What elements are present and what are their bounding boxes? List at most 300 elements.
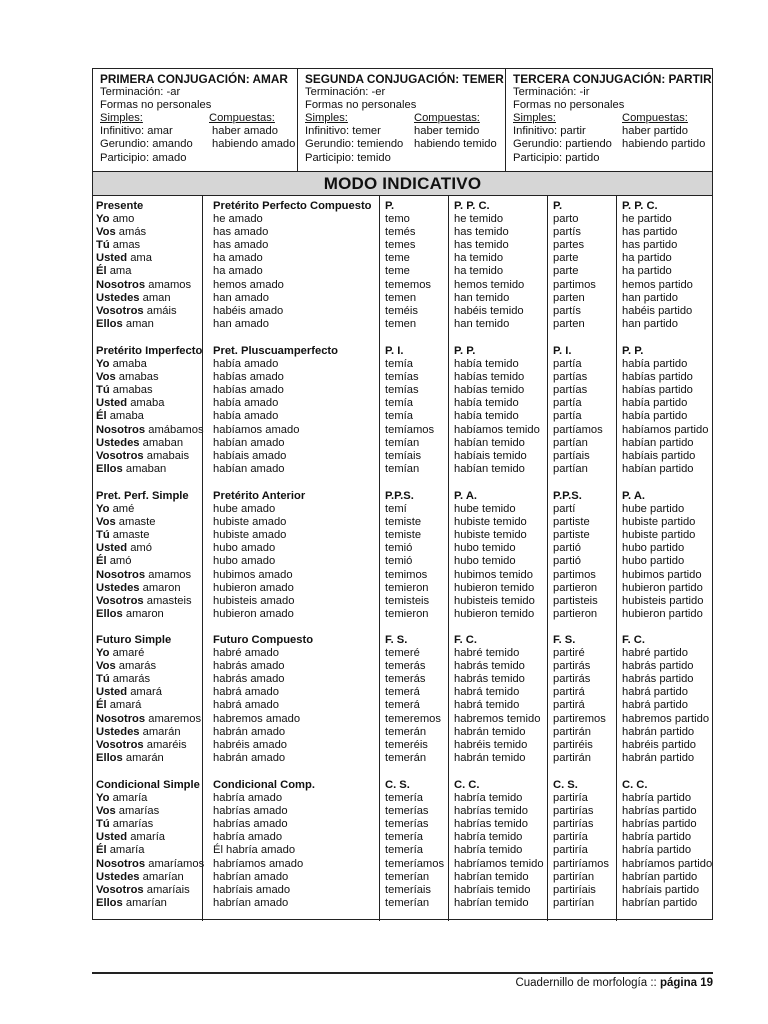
verb-form: teme [385, 265, 410, 278]
verb-form: parto [553, 213, 579, 226]
non-personal-label: Formas no personales [100, 99, 212, 112]
simple-form: Participio: amado [100, 151, 187, 164]
verb-form: temieron [385, 581, 429, 594]
conjugation-line [96, 857, 205, 871]
conjugation-header-row [93, 69, 712, 172]
verb-form: han amado [213, 317, 269, 330]
conjugation-line [96, 699, 202, 712]
verb-form: habrás temido [454, 673, 525, 686]
pronoun: Yo [96, 358, 110, 371]
tense-block [548, 490, 616, 621]
verb-form: has partido [622, 239, 678, 252]
verb-form: hemos partido [622, 278, 693, 291]
pronoun: Él [96, 844, 107, 857]
verb-form: habréis amado [213, 738, 288, 751]
verb-form: partirá [553, 699, 585, 712]
verb-form: partís [553, 304, 581, 317]
conjugation-line [96, 805, 202, 818]
tense-header: F. S. [553, 634, 576, 646]
verb-form: temeríamos [385, 857, 445, 870]
conjugation-line [96, 752, 202, 765]
verb-form: habríais partido [622, 883, 700, 896]
conjugation-line [96, 305, 202, 318]
verb-form: partía [553, 397, 582, 410]
non-personal-label: Formas no personales [513, 99, 625, 112]
tense-block [449, 345, 547, 476]
pronoun: Nosotros [96, 857, 146, 870]
tense-block [449, 779, 547, 910]
tense-header: F. C. [454, 634, 477, 646]
verb-form: partís [553, 226, 581, 239]
verb-form: temerán [385, 725, 427, 738]
verb-form: hubo partido [622, 542, 685, 555]
non-personal-row [100, 152, 297, 165]
conjugation-line [96, 384, 202, 397]
verb-form: habéis amado [213, 304, 284, 317]
verb-form: hubo partido [622, 555, 685, 568]
verb-form: partiremos [553, 712, 606, 725]
pronoun: Él [96, 699, 107, 712]
verb-form: habrías partido [622, 818, 697, 831]
tense-block [548, 200, 616, 331]
non-personal-row [513, 138, 714, 151]
verb-form: hubo amado [213, 555, 276, 568]
verb-form: teme [385, 252, 410, 265]
conjugation-line [96, 542, 202, 555]
verb-form: hubiste partido [622, 516, 696, 529]
simple-forms-label: Simples: [305, 112, 348, 125]
tense-header: P. [553, 200, 563, 212]
verb-form: amarás [112, 673, 151, 686]
conjugation-line [96, 739, 202, 752]
pronoun: Ustedes [96, 436, 140, 449]
verb-form: hube partido [622, 503, 685, 516]
footer-rule [92, 972, 713, 974]
verb-form: habíamos temido [454, 423, 540, 436]
verb-form: hube temido [454, 503, 516, 516]
verb-form: partirías [553, 818, 594, 831]
verb-form: partirás [553, 660, 591, 673]
tense-header: Pretérito Imperfecto [96, 345, 203, 357]
pronoun: Vos [96, 226, 116, 239]
verb-form: habrá amado [213, 699, 279, 712]
verb-form: temí [385, 503, 407, 516]
verb-form: temerás [385, 673, 426, 686]
termination-text: Terminación: -er [305, 86, 386, 99]
verb-form: has amado [213, 239, 269, 252]
verb-form: hubieron partido [622, 607, 703, 620]
verb-form: amaría [109, 844, 145, 857]
verb-form: partirías [553, 805, 594, 818]
verb-form: partió [553, 555, 581, 568]
column-simple-partir [547, 196, 616, 921]
tense-header: P. P. [454, 345, 476, 357]
pronoun: Usted [96, 831, 128, 844]
tense-header: P. A. [622, 490, 646, 502]
pronoun: Ustedes [96, 870, 140, 883]
verb-form: habrán partido [622, 751, 695, 764]
pronoun: Usted [96, 252, 128, 265]
verb-form: amabas [112, 384, 153, 397]
conjugation-line [96, 569, 202, 582]
verb-form: había temido [454, 397, 519, 410]
simple-form: Infinitivo: temer [305, 125, 381, 138]
compound-form: haber amado [212, 125, 278, 138]
conjugation-line [96, 844, 202, 857]
verb-form: amaré [112, 647, 145, 660]
column-compound-partir [616, 196, 714, 921]
non-personal-row [513, 125, 714, 138]
conjugation-line [96, 239, 202, 252]
tense-header: P. A. [454, 490, 478, 502]
tense-block [380, 634, 448, 765]
conjugation-line [96, 871, 202, 884]
verb-form: temíamos [385, 423, 435, 436]
verb-form: parten [553, 291, 585, 304]
tense-header: P. I. [553, 345, 572, 357]
conjugation-line [96, 213, 202, 226]
verb-form: habría partido [622, 831, 692, 844]
pronoun: Yo [96, 503, 110, 516]
compound-form: haber partido [622, 125, 688, 138]
verb-form: amás [118, 226, 147, 239]
tense-block [203, 634, 379, 765]
verb-form: hubiste amado [213, 529, 287, 542]
verb-form: amasteis [146, 594, 192, 607]
simple-form: Gerundio: temiendo [305, 138, 404, 151]
verb-form: partía [553, 358, 582, 371]
conjugation-line [96, 831, 202, 844]
tense-block [380, 779, 448, 910]
conjugation-line [96, 279, 202, 292]
pronoun: Tú [96, 818, 110, 831]
verb-form: partiría [553, 844, 588, 857]
verb-form: parte [553, 265, 579, 278]
verb-form: habréis temido [454, 738, 528, 751]
verb-form: habrá amado [213, 686, 279, 699]
simple-form: Gerundio: partiendo [513, 138, 612, 151]
non-personal-row [305, 152, 505, 165]
tense-header: F. C. [622, 634, 645, 646]
termination-text: Terminación: -ir [513, 86, 590, 99]
conjugation-table [92, 68, 713, 920]
tense-header: Condicional Comp. [213, 779, 315, 791]
verb-form: ha partido [622, 252, 672, 265]
tense-block [548, 779, 616, 910]
verb-form: he amado [213, 213, 263, 226]
verb-form: temo [385, 213, 410, 226]
conjugation-line [96, 529, 202, 542]
verb-form: habrás temido [454, 660, 525, 673]
verb-form: partiréis [553, 738, 593, 751]
verb-form: había partido [622, 397, 688, 410]
verb-form: hemos temido [454, 278, 525, 291]
pronoun: Ustedes [96, 725, 140, 738]
verb-form: amamos [148, 278, 192, 291]
conjugation-line [96, 410, 202, 423]
pronoun: Yo [96, 213, 110, 226]
compound-forms-label: Compuestas: [414, 112, 480, 125]
verb-form: habríamos temido [454, 857, 544, 870]
verb-form: han partido [622, 317, 678, 330]
pronoun: Usted [96, 542, 128, 555]
verb-form: han amado [213, 291, 269, 304]
verb-form: amaba [130, 397, 165, 410]
verb-form: habíamos amado [213, 423, 300, 436]
verb-form: habrás partido [622, 673, 694, 686]
verb-form: hubiste temido [454, 529, 527, 542]
verb-form: amarán [142, 725, 181, 738]
pronoun: Vosotros [96, 883, 144, 896]
verb-form: temerían [385, 896, 430, 909]
verb-form: habíais temido [454, 449, 527, 462]
verb-form: habríais amado [213, 883, 291, 896]
tense-block [449, 490, 547, 621]
verb-form: partirían [553, 896, 595, 909]
verb-form: temeré [385, 647, 420, 660]
tense-block [617, 490, 714, 621]
verb-form: temeréis [385, 738, 428, 751]
verb-form: habrían amado [213, 870, 289, 883]
tense-header: P.P.S. [385, 490, 414, 502]
verb-form: amaría [112, 792, 148, 805]
pronoun: Vosotros [96, 594, 144, 607]
verb-form: Él habría amado [213, 844, 296, 857]
verb-form: temería [385, 831, 423, 844]
verb-form: habrás amado [213, 660, 285, 673]
column-compound-amar [202, 196, 379, 921]
tense-header: C. C. [622, 779, 648, 791]
conjugation-line [96, 660, 202, 673]
conjugation-line [96, 397, 202, 410]
compound-form: habiendo partido [622, 138, 706, 151]
conjugation-line [96, 818, 202, 831]
verb-form: amáis [146, 304, 177, 317]
verb-form: hubisteis amado [213, 594, 295, 607]
verb-form: temíais [385, 449, 422, 462]
compound-forms-label: Compuestas: [209, 112, 275, 125]
verb-form: habríamos amado [213, 857, 304, 870]
verb-form: habrías temido [454, 818, 529, 831]
verb-form: amaban [125, 462, 167, 475]
forms-header [100, 112, 297, 125]
verb-form: partiste [553, 516, 590, 529]
verb-form: amábamos [148, 423, 204, 436]
verb-form: hubieron amado [213, 581, 294, 594]
verb-form: temía [385, 397, 413, 410]
verb-form: partían [553, 436, 588, 449]
verb-form: amarían [125, 896, 167, 909]
verb-form: habría amado [213, 792, 283, 805]
verb-form: habéis partido [622, 304, 693, 317]
verb-form: partirá [553, 686, 585, 699]
verb-form: han temido [454, 317, 510, 330]
tense-block [380, 200, 448, 331]
verb-form: temiste [385, 529, 422, 542]
conjugation-line [96, 595, 202, 608]
conjugation-line [96, 358, 202, 371]
verb-form: partiríamos [553, 857, 609, 870]
verb-form: temerá [385, 699, 420, 712]
verb-form: parte [553, 252, 579, 265]
verb-form: has temido [454, 226, 509, 239]
verb-form: temía [385, 410, 413, 423]
verb-form: había temido [454, 358, 519, 371]
verb-form: habéis temido [454, 304, 524, 317]
conjugation-line [96, 673, 202, 686]
verb-form: partías [553, 371, 588, 384]
conj-box-second [298, 69, 506, 171]
verb-form: partimos [553, 278, 596, 291]
verb-form: hubiste temido [454, 516, 527, 529]
verb-form: partíamos [553, 423, 603, 436]
verb-form: habrán amado [213, 725, 286, 738]
verb-form: habrían temido [454, 896, 529, 909]
verb-form: partisteis [553, 594, 598, 607]
forms-header [513, 112, 714, 125]
conjugation-line [96, 686, 202, 699]
conj-box-first [93, 69, 298, 171]
verb-form: temerán [385, 751, 427, 764]
verb-form: amaste [118, 516, 156, 529]
verb-form: has partido [622, 226, 678, 239]
verb-form: ama [130, 252, 152, 265]
non-personal-label: Formas no personales [305, 99, 417, 112]
verb-form: temías [385, 384, 419, 397]
tense-header: C. S. [553, 779, 578, 791]
verb-form: ha partido [622, 265, 672, 278]
verb-form: habían amado [213, 462, 285, 475]
pronoun: Nosotros [96, 568, 146, 581]
verb-form: amaban [142, 436, 184, 449]
verb-form: hubisteis temido [454, 594, 535, 607]
compound-forms-label: Compuestas: [622, 112, 688, 125]
verb-form: habían amado [213, 436, 285, 449]
verb-form: amaste [112, 529, 150, 542]
verb-form: has temido [454, 239, 509, 252]
pronoun: Tú [96, 384, 110, 397]
verb-form: partiríais [553, 883, 596, 896]
verb-form: amo [112, 213, 135, 226]
conjugation-line [96, 437, 202, 450]
simple-form: Infinitivo: partir [513, 125, 586, 138]
tense-block [617, 634, 714, 765]
verb-form: hubiste amado [213, 516, 287, 529]
verb-form: habré partido [622, 647, 688, 660]
verb-form: temían [385, 462, 420, 475]
non-personal-row [305, 125, 505, 138]
verb-form: habrán temido [454, 725, 526, 738]
verb-form: amarán [125, 751, 164, 764]
verb-form: habrías partido [622, 805, 697, 818]
pronoun: Ellos [96, 896, 123, 909]
verb-form: ha amado [213, 265, 263, 278]
verb-form: teméis [385, 304, 418, 317]
verb-form: ama [109, 265, 132, 278]
verb-form: amabais [146, 449, 190, 462]
verb-form: partiría [553, 792, 588, 805]
pronoun: Vos [96, 660, 116, 673]
pronoun: Tú [96, 239, 110, 252]
tense-header: C. C. [454, 779, 480, 791]
tense-block [548, 345, 616, 476]
verb-form: partieron [553, 581, 598, 594]
compound-form: habiendo temido [414, 138, 497, 151]
verb-form: amó [130, 542, 152, 555]
verb-form: amaba [112, 358, 147, 371]
verb-form: amarías [112, 818, 154, 831]
verb-form: habría partido [622, 792, 692, 805]
verb-form: he temido [454, 213, 504, 226]
pronoun: Ellos [96, 607, 123, 620]
verb-form: hubimos partido [622, 568, 702, 581]
tense-block [93, 490, 202, 621]
verb-form: habrían partido [622, 896, 698, 909]
verb-form: habrán amado [213, 751, 286, 764]
pronoun: Tú [96, 529, 110, 542]
pronoun: Nosotros [96, 712, 146, 725]
pronoun: Vosotros [96, 449, 144, 462]
page-footer [515, 977, 713, 989]
verb-form: temes [385, 239, 416, 252]
tense-block [203, 779, 379, 910]
conjugation-line [96, 792, 202, 805]
verb-form: hube amado [213, 503, 276, 516]
conjugation-line [96, 713, 202, 726]
verb-form: habremos temido [454, 712, 541, 725]
verb-form: amó [109, 555, 132, 568]
verb-form: temerá [385, 686, 420, 699]
verb-form: temerías [385, 818, 429, 831]
verb-form: temés [385, 226, 416, 239]
pronoun: Ellos [96, 751, 123, 764]
verb-form: temerían [385, 870, 430, 883]
verb-form: temió [385, 555, 413, 568]
verb-form: partimos [553, 568, 596, 581]
tense-block [93, 200, 202, 331]
verb-form: amé [112, 503, 135, 516]
verb-form: habréis partido [622, 738, 697, 751]
non-personal-row [513, 152, 714, 165]
verb-form: hubo temido [454, 555, 516, 568]
tense-block [617, 200, 714, 331]
verb-form: temen [385, 291, 417, 304]
pronoun: Ustedes [96, 581, 140, 594]
verb-form: parten [553, 317, 585, 330]
tense-block [449, 200, 547, 331]
tense-header: F. S. [385, 634, 408, 646]
column-simple-temer [379, 196, 448, 921]
pronoun: Vos [96, 371, 116, 384]
tense-header: P. [385, 200, 395, 212]
tense-block [548, 634, 616, 765]
non-personal-row [100, 138, 297, 151]
conjugation-line [96, 897, 202, 910]
verb-form: amamos [148, 568, 192, 581]
conjugation-line [96, 516, 202, 529]
verb-form: amaríamos [148, 857, 205, 870]
verb-form: amará [130, 686, 162, 699]
verb-form: habíamos partido [622, 423, 709, 436]
verb-form: amarías [118, 805, 160, 818]
verb-form: temeremos [385, 712, 441, 725]
verb-form: hubiste partido [622, 529, 696, 542]
verb-form: has amado [213, 226, 269, 239]
pronoun: Ellos [96, 317, 123, 330]
conjugation-line [96, 884, 202, 897]
simple-form: Participio: temido [305, 151, 391, 164]
conjugation-line [96, 226, 202, 239]
